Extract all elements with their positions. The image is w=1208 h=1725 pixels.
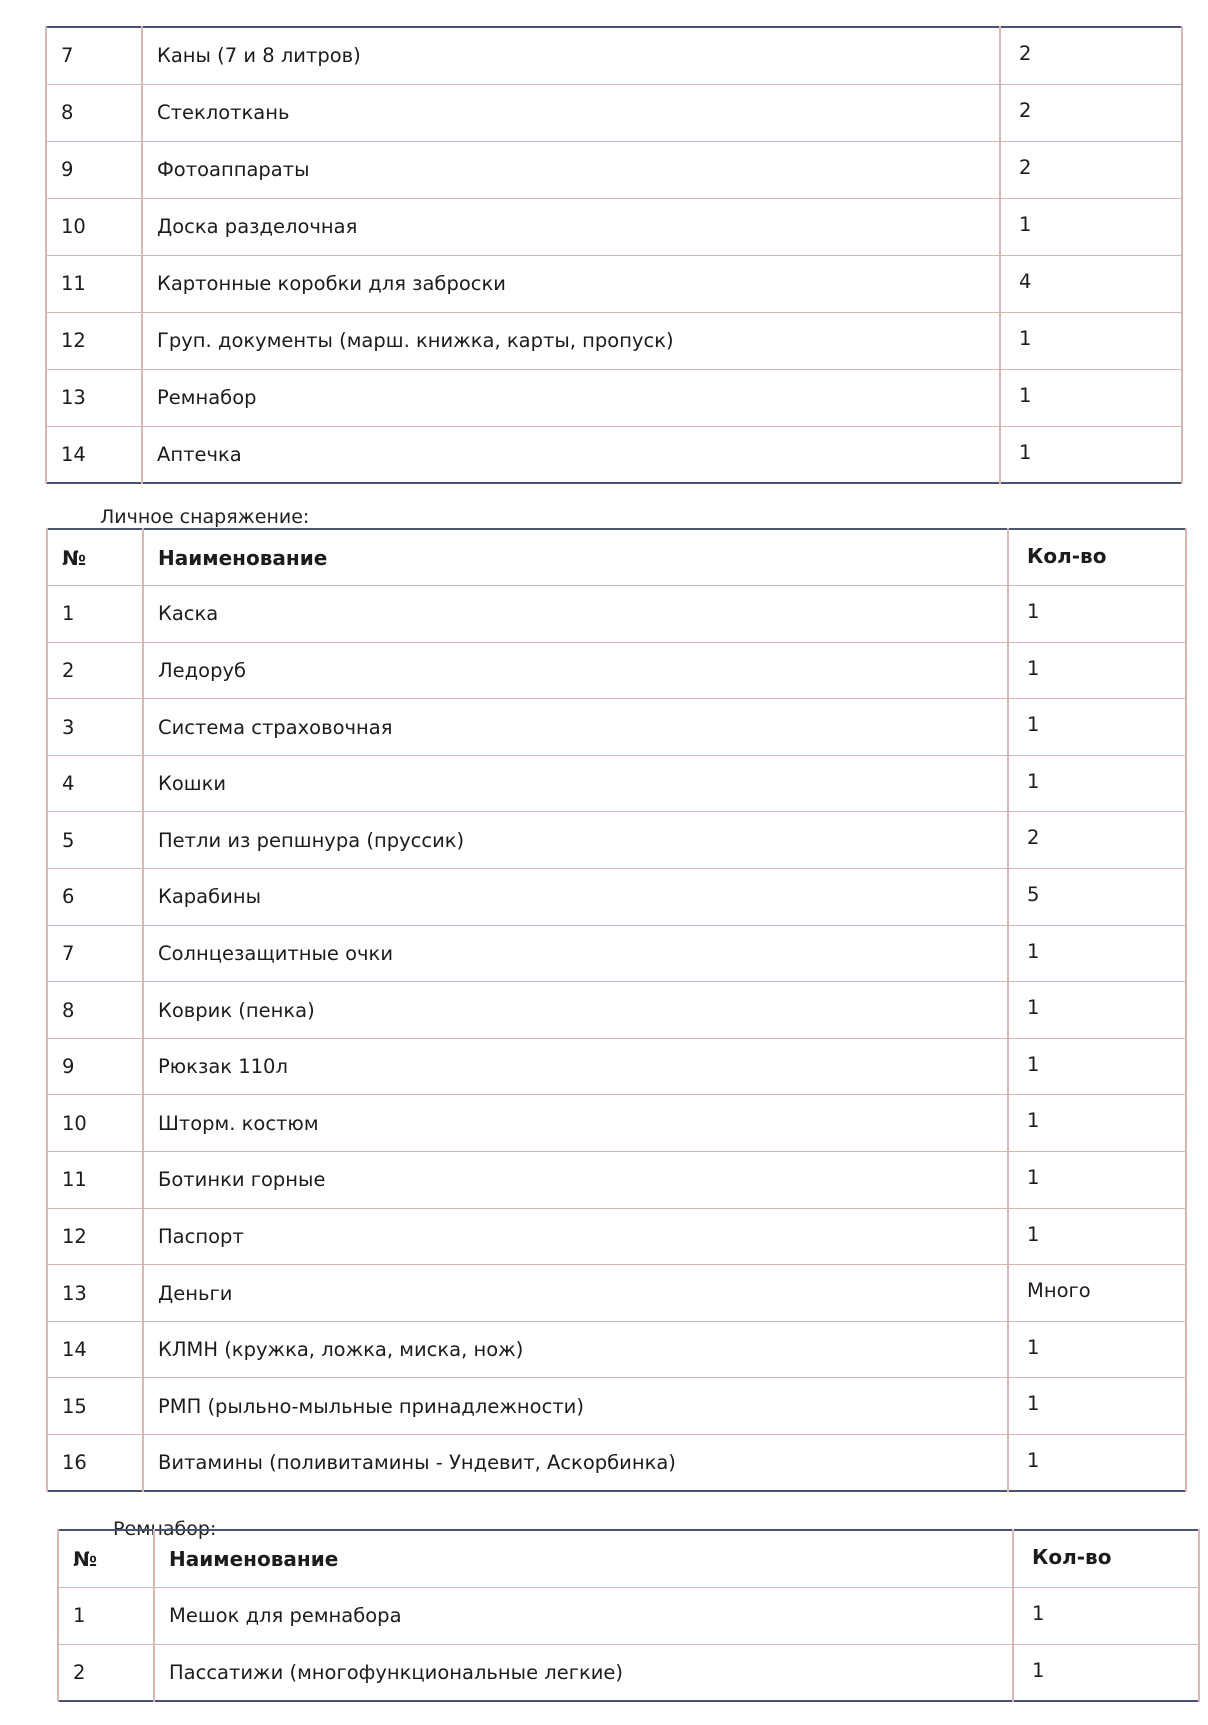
item-name: Аптечка (142, 426, 1000, 483)
item-quantity: 2 (1000, 141, 1182, 198)
item-name: Пассатижи (многофункциональные легкие) (154, 1644, 1013, 1701)
row-number: 12 (47, 1208, 143, 1265)
item-name: Мешок для ремнабора (154, 1587, 1013, 1644)
item-name: Шторм. костюм (143, 1095, 1008, 1152)
item-quantity: 1 (1008, 586, 1186, 643)
column-header-number: № (47, 529, 143, 586)
row-number: 5 (47, 812, 143, 869)
row-number: 8 (46, 84, 142, 141)
item-name: РМП (рыльно-мыльные принадлежности) (143, 1378, 1008, 1435)
item-name: Ремнабор (142, 369, 1000, 426)
row-number: 16 (47, 1435, 143, 1492)
item-quantity: 1 (1008, 1378, 1186, 1435)
item-name: КЛМН (кружка, ложка, миска, нож) (143, 1321, 1008, 1378)
row-number: 14 (47, 1321, 143, 1378)
table-header-row (47, 529, 1186, 586)
table-row (47, 925, 1186, 982)
item-quantity: 1 (1000, 369, 1182, 426)
item-quantity: 1 (1008, 1038, 1186, 1095)
item-name: Стеклоткань (142, 84, 1000, 141)
item-quantity: 1 (1008, 1435, 1186, 1492)
item-name: Груп. документы (марш. книжка, карты, пропуск) (142, 312, 1000, 369)
item-name: Рюкзак 110л (143, 1038, 1008, 1095)
row-number: 12 (46, 312, 142, 369)
table-row (46, 369, 1182, 426)
item-quantity: 1 (1013, 1644, 1199, 1701)
item-quantity: 5 (1008, 869, 1186, 926)
row-number: 7 (46, 27, 142, 84)
item-name: Картонные коробки для заброски (142, 255, 1000, 312)
column-header-quantity: Кол-во (1013, 1530, 1199, 1587)
table-row (47, 755, 1186, 812)
table-row (47, 586, 1186, 643)
item-quantity: 4 (1000, 255, 1182, 312)
row-number: 11 (46, 255, 142, 312)
row-number: 2 (47, 642, 143, 699)
item-name: Кошки (143, 755, 1008, 812)
row-number: 6 (47, 869, 143, 926)
table-row (47, 869, 1186, 926)
item-name: Коврик (пенка) (143, 982, 1008, 1039)
row-number: 4 (47, 755, 143, 812)
column-header-number: № (58, 1530, 154, 1587)
row-number: 11 (47, 1152, 143, 1209)
item-name: Карабины (143, 869, 1008, 926)
row-number: 1 (47, 586, 143, 643)
item-quantity: Много (1008, 1265, 1186, 1322)
item-quantity: 1 (1008, 642, 1186, 699)
group-equipment-table (45, 26, 1183, 484)
item-name: Каска (143, 586, 1008, 643)
row-number: 10 (47, 1095, 143, 1152)
item-name: Каны (7 и 8 литров) (142, 27, 1000, 84)
item-quantity: 1 (1008, 1208, 1186, 1265)
item-name: Петли из репшнура (пруссик) (143, 812, 1008, 869)
row-number: 1 (58, 1587, 154, 1644)
item-name: Деньги (143, 1265, 1008, 1322)
table-row (47, 1152, 1186, 1209)
item-name: Витамины (поливитамины - Ундевит, Аскорбинка) (143, 1435, 1008, 1492)
table-row (47, 1095, 1186, 1152)
item-quantity: 1 (1008, 755, 1186, 812)
item-name: Ботинки горные (143, 1152, 1008, 1209)
table-row (47, 1378, 1186, 1435)
item-name: Паспорт (143, 1208, 1008, 1265)
personal-equipment-label: Личное снаряжение: (100, 506, 310, 528)
table-row (47, 1265, 1186, 1322)
item-name: Доска разделочная (142, 198, 1000, 255)
table-row (47, 982, 1186, 1039)
table-row (47, 1435, 1186, 1492)
table-row (47, 699, 1186, 756)
item-name: Ледоруб (143, 642, 1008, 699)
item-quantity: 2 (1008, 812, 1186, 869)
row-number: 2 (58, 1644, 154, 1701)
row-number: 9 (47, 1038, 143, 1095)
table-row (46, 255, 1182, 312)
row-number: 14 (46, 426, 142, 483)
table-row (47, 642, 1186, 699)
row-number: 3 (47, 699, 143, 756)
item-quantity: 2 (1000, 27, 1182, 84)
table-row (46, 27, 1182, 84)
row-number: 9 (46, 141, 142, 198)
item-quantity: 1 (1008, 1321, 1186, 1378)
table-row (47, 1321, 1186, 1378)
column-header-name: Наименование (143, 529, 1008, 586)
item-name: Система страховочная (143, 699, 1008, 756)
table-row (47, 1208, 1186, 1265)
row-number: 13 (46, 369, 142, 426)
item-name: Фотоаппараты (142, 141, 1000, 198)
item-quantity: 1 (1000, 198, 1182, 255)
table-row (46, 426, 1182, 483)
item-quantity: 1 (1000, 312, 1182, 369)
row-number: 15 (47, 1378, 143, 1435)
item-quantity: 1 (1000, 426, 1182, 483)
item-quantity: 1 (1008, 982, 1186, 1039)
item-name: Солнцезащитные очки (143, 925, 1008, 982)
table-row (46, 198, 1182, 255)
row-number: 10 (46, 198, 142, 255)
table-row (46, 141, 1182, 198)
item-quantity: 1 (1008, 925, 1186, 982)
item-quantity: 2 (1000, 84, 1182, 141)
item-quantity: 1 (1008, 1095, 1186, 1152)
table-row (46, 312, 1182, 369)
table-row (46, 84, 1182, 141)
personal-equipment-table (46, 528, 1187, 1492)
item-quantity: 1 (1013, 1587, 1199, 1644)
table-row (47, 812, 1186, 869)
item-quantity: 1 (1008, 699, 1186, 756)
item-quantity: 1 (1008, 1152, 1186, 1209)
row-number: 13 (47, 1265, 143, 1322)
row-number: 8 (47, 982, 143, 1039)
column-header-name: Наименование (154, 1530, 1013, 1587)
table-row (58, 1587, 1199, 1644)
repair-kit-label: Ремнабор: (113, 1518, 217, 1540)
table-header-row (58, 1530, 1199, 1587)
table-row (58, 1644, 1199, 1701)
repair-kit-table (57, 1529, 1200, 1702)
table-row (47, 1038, 1186, 1095)
column-header-quantity: Кол-во (1008, 529, 1186, 586)
row-number: 7 (47, 925, 143, 982)
